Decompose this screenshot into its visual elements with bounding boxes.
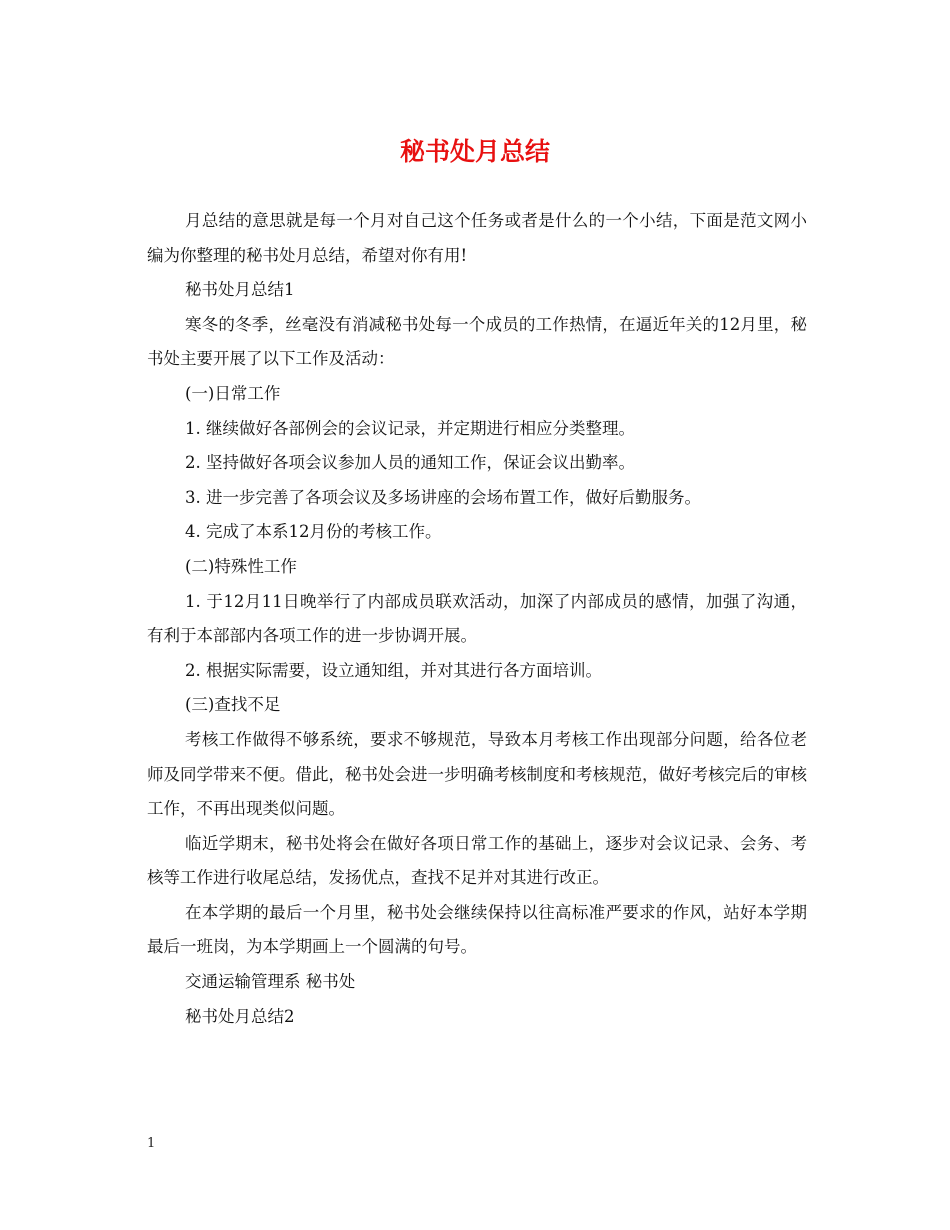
list-item: 4. 完成了本系12月份的考核工作。 bbox=[185, 522, 442, 542]
section-heading-summary-2: 秘书处月总结2 bbox=[185, 1006, 295, 1026]
list-item: 2. 坚持做好各项会议参加人员的通知工作，保证会议出勤率。 bbox=[185, 453, 635, 473]
subheading-daily-work: (一)日常工作 bbox=[185, 383, 281, 403]
list-item: 2. 根据实际需要，设立通知组，并对其进行各方面培训。 bbox=[185, 660, 602, 680]
subheading-special-work: (二)特殊性工作 bbox=[185, 556, 297, 576]
subheading-shortcomings: (三)查找不足 bbox=[185, 695, 281, 715]
paragraph-last-month: 在本学期的最后一个月里，秘书处会继续保持以往高标准严要求的作风，站好本学期最后一班岗，为本学期画上一个圆满的句号。 bbox=[147, 902, 807, 957]
paragraph-shortcomings: 考核工作做得不够系统，要求不够规范，导致本月考核工作出现部分问题，给各位老师及同学带来不便。借此，秘书处会进一步明确考核制度和考核规范，做好考核完后的审核工作，不再出现类似问题。 bbox=[147, 729, 807, 819]
list-item: 1. 于12月11日晚举行了内部成员联欢活动，加深了内部成员的感情，加强了沟通，有利于本部部内各项工作的进一步协调开展。 bbox=[147, 591, 807, 646]
paragraph-intro: 月总结的意思就是每一个月对自己这个任务或者是什么的一个小结，下面是范文网小编为你整理的秘书处月总结，希望对你有用! bbox=[147, 211, 807, 265]
page-number: 1 bbox=[147, 1136, 156, 1151]
list-item: 1. 继续做好各部例会的会议记录，并定期进行相应分类整理。 bbox=[185, 418, 635, 438]
paragraph-overview: 寒冬的冬季，丝毫没有消减秘书处每一个成员的工作热情，在逼近年关的12月里，秘书处主要开展了以下工作及活动： bbox=[147, 314, 807, 369]
document-title: 秘书处月总结 bbox=[399, 137, 550, 166]
section-heading-summary-1: 秘书处月总结1 bbox=[185, 280, 295, 300]
paragraph-term-end: 临近学期末，秘书处将会在做好各项日常工作的基础上，逐步对会议记录、会务、考核等工作进行收尾总结，发扬优点，查找不足并对其进行改正。 bbox=[147, 833, 807, 888]
list-item: 3. 进一步完善了各项会议及多场讲座的会场布置工作，做好后勤服务。 bbox=[185, 487, 701, 507]
document-body bbox=[147, 204, 807, 1034]
signature-department: 交通运输管理系 秘书处 bbox=[185, 972, 356, 992]
